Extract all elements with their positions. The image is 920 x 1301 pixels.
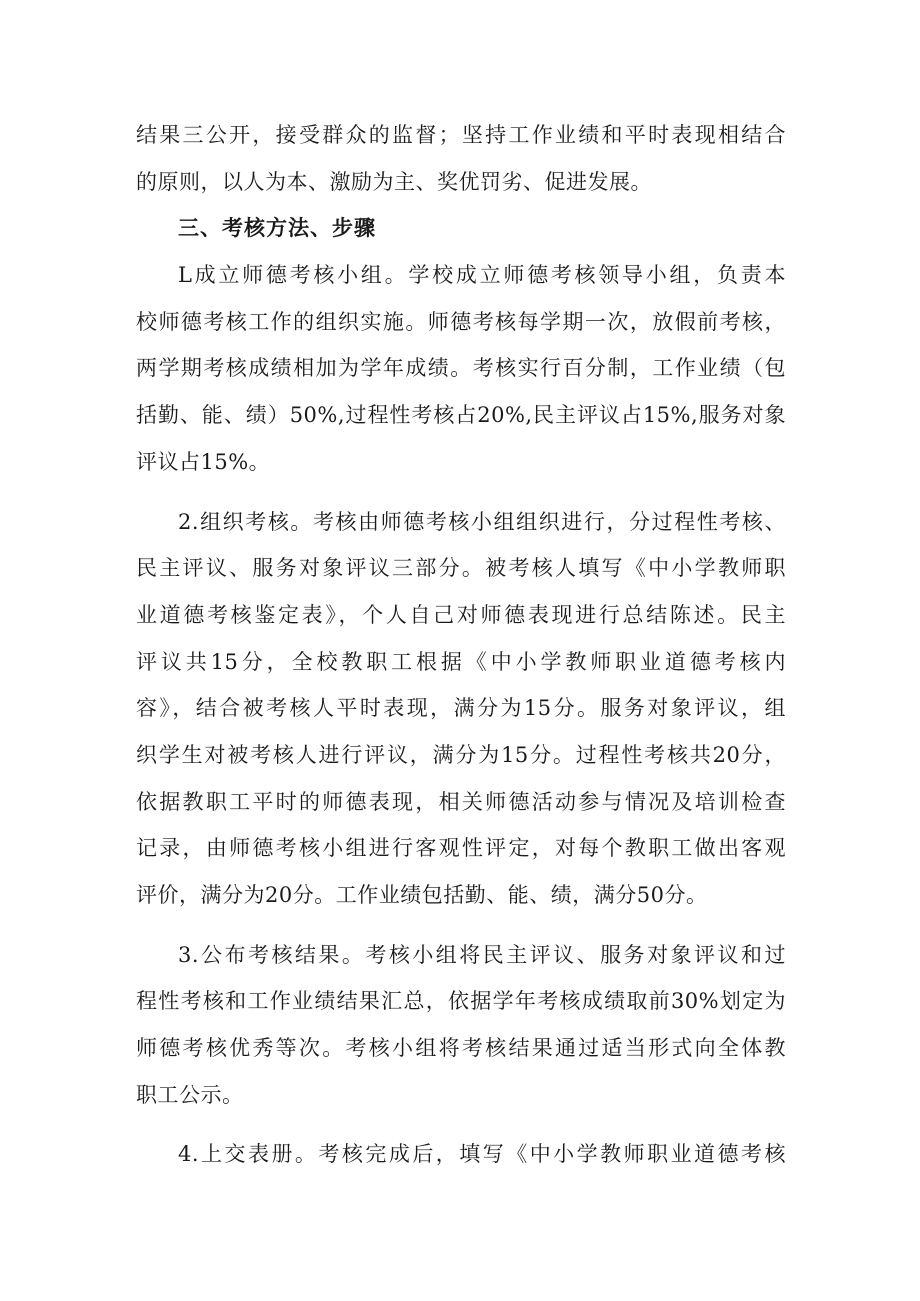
text-line: 括勤、能、绩）50%,过程性考核占20%,民主评议占15%,服务对象 (136, 403, 786, 428)
text-line: 4.上交表册。考核完成后，填写《中小学教师职业道德考核 (178, 1142, 786, 1167)
document-page (136, 112, 786, 1178)
text-line: 结果三公开，接受群众的监督；坚持工作业绩和平时表现相结合 (136, 123, 786, 147)
text-line: 评议共15分，全校教职工根据《中小学教师职业道德考核内 (136, 649, 786, 674)
text-line: 容》，结合被考核人平时表现，满分为15分。服务对象评议，组 (136, 696, 786, 721)
text-line: 依据教职工平时的师德表现，相关师德活动参与情况及培训检查 (136, 789, 786, 814)
text-line: 程性考核和工作业绩结果汇总，依据学年考核成绩取前30%划定为 (136, 989, 786, 1014)
text-line: 的原则，以人为本、激励为主、奖优罚劣、促进发展。 (136, 169, 652, 194)
text-line: 记录，由师德考核小组进行客观性评定，对每个教职工做出客观 (136, 836, 786, 861)
paragraph-principles (136, 112, 786, 205)
paragraph-step-4 (136, 1131, 786, 1178)
text-line: 2.组织考核。考核由师德考核小组组织进行，分过程性考核、 (178, 509, 786, 534)
section-heading: 三、考核方法、步骤 (178, 216, 376, 241)
text-line: 民主评议、服务对象评议三部分。被考核人填写《中小学教师职 (136, 556, 786, 581)
paragraph-gap (136, 1118, 786, 1131)
paragraph-gap (136, 919, 786, 932)
text-line: 职工公示。 (136, 1082, 244, 1107)
text-line: 师德考核优秀等次。考核小组将考核结果通过适当形式向全体教 (136, 1036, 786, 1061)
text-line: 校师德考核工作的组织实施。师德考核每学期一次，放假前考核， (136, 309, 786, 334)
text-line: 织学生对被考核人进行评议，满分为15分。过程性考核共20分， (136, 742, 786, 767)
paragraph-gap (136, 486, 786, 499)
text-line: 评议占15%。 (136, 449, 271, 474)
paragraph-step-2 (136, 499, 786, 919)
text-line: 评价，满分为20分。工作业绩包括勤、能、绩，满分50分。 (136, 883, 708, 907)
paragraph-step-3 (136, 932, 786, 1119)
text-line: 两学期考核成绩相加为学年成绩。考核实行百分制，工作业绩（包 (136, 356, 786, 381)
text-line: L成立师德考核小组。学校成立师德考核领导小组，负责本 (178, 263, 786, 288)
text-line: 3.公布考核结果。考核小组将民主评议、服务对象评议和过 (178, 942, 786, 967)
paragraph-step-1 (136, 252, 786, 485)
text-line: 业道德考核鉴定表》，个人自己对师德表现进行总结陈述。民主 (136, 602, 786, 627)
